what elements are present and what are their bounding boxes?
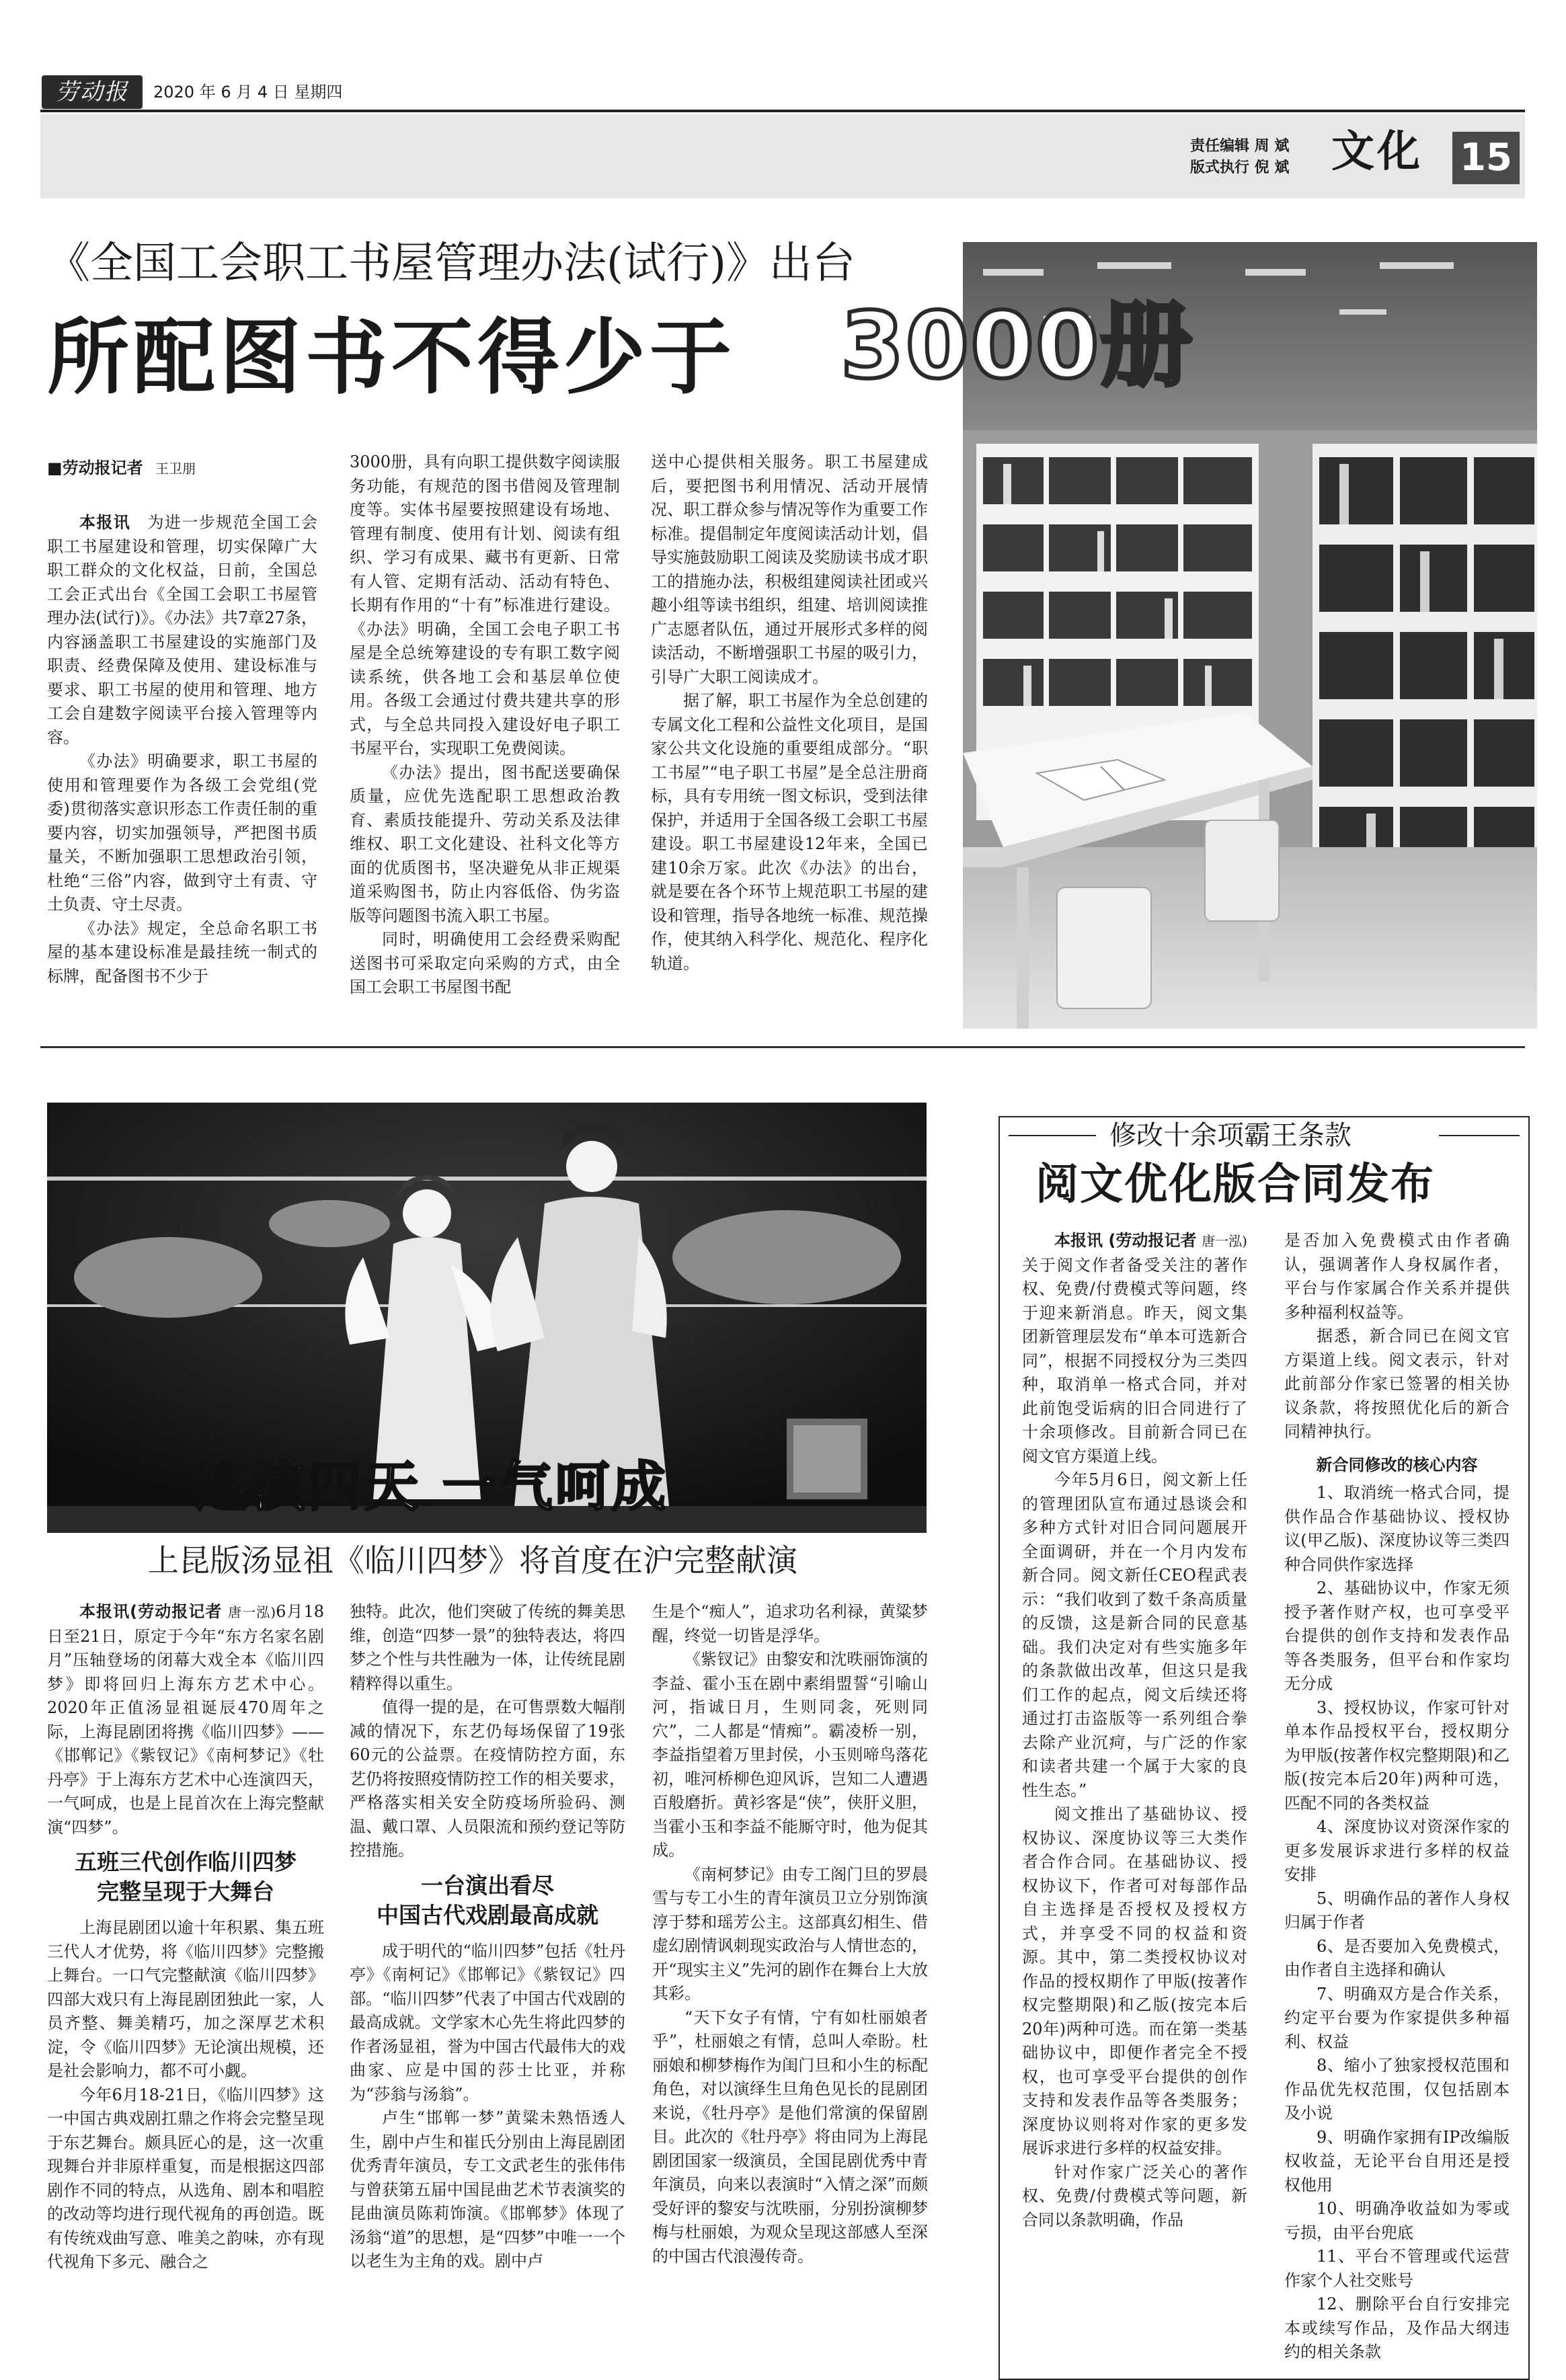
list-item: 5、明确作品的著作人身权归属于作者 — [1284, 1889, 1510, 1932]
paragraph-text: 为进一步规范全国工会职工书屋建设和管理，切实保障广大职工群众的文化权益，日前，全国总工会正式出台《全国工会职工书屋管理办法(试行)》。《办法》共7章27条，内容涵盖职工书屋建设的实施部门及职责、经费保障及使用、建设标准与要求、职工书屋的使用和管理、地方工会自建数字阅读平台接入管理等内容。 — [47, 513, 318, 747]
paragraph: 是否加入免费模式由作者确认，强调著作人身权属作者，平台与作家属合作关系并提供多种福利权益等。 — [1284, 1231, 1510, 1322]
subhead-2: 一台演出看尽 中国古代戏剧最高成就 — [377, 1872, 598, 1928]
list-item: 7、明确双方是合作关系，约定平台要为作家提供多种福利、权益 — [1284, 1984, 1510, 2051]
article3-kicker: 修改十余项霸王条款 — [1103, 1119, 1358, 1152]
article1-byline — [47, 454, 196, 478]
paragraph: 据悉，新合同已在阅文官方渠道上线。阅文表示，针对此前部分作家已签署的相关协议条款，将按照优化后的新合同精神执行。 — [1284, 1326, 1510, 1441]
article2-column-3 — [652, 1600, 928, 2268]
article1-column-1 — [47, 511, 317, 988]
issue-date: 2020 年 6 月 4 日 星期四 — [153, 83, 343, 102]
paragraph: 《南柯梦记》由专工阁门旦的罗晨雪与专工小生的青年演员卫立分别饰演淳于棼和瑶芳公主。这部真幻相生、借虚幻剧情讽刺现实政治与人情世态的，开“现实主义”先河的剧作在舞台上大放其彩。 — [652, 1864, 928, 2003]
masthead-logo: 劳动报 — [42, 75, 143, 109]
lead-tag: 本报讯(劳动报记者 — [79, 1602, 223, 1621]
article3-column-2 — [1284, 1229, 1510, 2365]
headline-3000-badge: 3000册 — [840, 293, 1193, 399]
paragraph: 3000册，具有向职工提供数字阅读服务功能，有规范的图书借阅及管理制度等。实体书屋要按照建设有场地、管理有制度、使用有计划、阅读有组织、学习有成果、藏书有更新、日常有人管、定期有活动、活动有特色、长期有作用的“十有”标准进行建设。《办法》明确，全国工会电子职工书屋是全总统筹建设的专有职工数字阅读系统，供各地工会和基层单位使用。各级工会通过付费共建共享的形式，与全总共同投入建设好电子职工书屋平台，实现职工免费阅读。 — [350, 452, 620, 758]
list-item: 2、基础协议中，作家无须授予著作财产权，也可享受平台提供的创作支持和发表作品等各类服务，但平台和作家均无分成 — [1284, 1579, 1510, 1693]
article2-column-2 — [350, 1600, 625, 2274]
section-title: 文化 — [1331, 127, 1423, 177]
article1-column-3 — [651, 450, 928, 976]
paragraph: 送中心提供相关服务。职工书屋建成后，要把图书利用情况、活动开展情况、职工群众参与情况等作为重要工作标准。提倡制定年度阅读活动计划，倡导实施鼓励职工阅读及奖励读书成才职工的措施办法，积极组建阅读社团或兴趣小组等读书组织，组建、培训阅读推广志愿者队伍，通过开展形式多样的阅读活动，不断增强职工书屋的吸引力，引导广大职工阅读成才。 — [651, 452, 928, 686]
paragraph: 今年5月6日，阅文新上任的管理团队宣布通过恳谈会和多种方式针对旧合同问题展开全面调研，并在一个月内发布新合同。阅文新任CEO程武表示：“我们收到了数千条高质量的反馈，这是新合同的民意基础。我们决定对有些实施多年的条款做出改革，但这只是我们工作的起点，阅文后续还将通过打击盗版等一系列组合拳去除产业沉疴，与广泛的作家和读者共建一个属于大家的良性生态。” — [1022, 1470, 1247, 1800]
lead-name: 唐一泓) — [1202, 1233, 1247, 1249]
paragraph: 卢生“邯郸一梦”黄粱未熟悟透人生，剧中卢生和崔氏分别由上海昆剧团优秀青年演员，专工文武老生的张伟伟与曾获第五届中国昆曲艺术节表演奖的昆曲演员陈莉饰演。《邯郸梦》体现了汤翁“道”的思想，是“四梦”中唯一一个以老生为主角的戏。剧中卢 — [350, 2108, 625, 2270]
list-item: 6、是否要加入免费模式，由作者自主选择和确认 — [1284, 1936, 1510, 1979]
list-item: 1、取消统一格式合同，提供作品合作基础协议、授权协议(甲乙版)、深度协议等三类四种合同供作家选择 — [1284, 1483, 1510, 1574]
article3-headline: 阅文优化版合同发布 — [1035, 1160, 1435, 1209]
page-number: 15 — [1452, 132, 1520, 184]
paragraph: 《紫钗记》由黎安和沈昳丽饰演的李益、霍小玉在剧中素绢盟誓“引喻山河，指诚日月，生则同衾，死则同穴”，二人都是“情痴”。霸凌桥一别，李益指望着万里封侯，小玉则啼鸟落花初，唯河桥柳色迎风诉，岂知二人遭遇百般磨折。黄衫客是“侠”，侠肝义胆，当霍小玉和李益不能厮守时，他为促其成。 — [652, 1650, 928, 1860]
byline-label: ■劳动报记者 — [47, 459, 143, 477]
article2-column-1 — [47, 1600, 324, 2274]
list-item: 12、删除平台自行安排完本或续写作品，及作品大纲违约的相关条款 — [1284, 2295, 1510, 2361]
article3-kicker-rule-right — [1439, 1135, 1520, 1136]
editor-line: 责任编辑 周 斌 — [1190, 138, 1290, 155]
paragraph — [47, 511, 317, 750]
article3-kicker-rule-left — [1009, 1135, 1096, 1136]
layout-line: 版式执行 倪 斌 — [1190, 159, 1290, 176]
list-item: 3、授权协议，作家可针对单本作品授权平台，授权期分为甲版(按著作权完整期限)和乙版(按完本后20年)两种可选，匹配不同的各类权益 — [1284, 1698, 1510, 1813]
paragraph: 独特。此次，他们突破了传统的舞美思维，创造“四梦一景”的独特表达，将四梦之个性与共性融为一体，让传统昆剧精粹得以重生。 — [350, 1602, 625, 1693]
paragraph: 成于明代的“临川四梦”包括《牡丹亭》《南柯记》《邯郸记》《紫钗记》四部。“临川四梦”代表了中国古代戏剧的最高成就。文学家木心先生将此四梦的作者汤显祖，誉为中国古代最伟大的戏曲家、应是中国的莎士比亚，并称为“莎翁与汤翁”。 — [350, 1941, 625, 2104]
paragraph: 《办法》规定，全总命名职工书屋的基本建设标准是最挂统一制式的标牌，配备图书不少于 — [47, 918, 317, 986]
paragraph: 上海昆剧团以逾十年积累、集五班三代人才优势，将《临川四梦》完整搬上舞台。一口气完整献演《临川四梦》四部大戏只有上海昆剧团独此一家，人员齐整、舞美精巧，加之深厚艺术积淀，令《临川四梦》无论演出规模，还是社会影响力，都不可小觑。 — [47, 1918, 324, 2080]
paragraph: 同时，明确使用工会经费采购配送图书可采取定向采购的方式，由全国工会职工书屋图书配 — [350, 930, 620, 996]
paragraph: 生是个“痴人”，追求功名利禄，黄粱梦醒，终觉一切皆是浮华。 — [652, 1602, 928, 1645]
section-divider — [40, 1046, 1525, 1048]
paragraph — [1022, 1229, 1247, 1468]
list-item: 9、明确作家拥有IP改编版权收益，无论平台自用还是授权他用 — [1284, 2127, 1510, 2194]
list-title: 新合同修改的核心内容 — [1316, 1455, 1478, 1474]
lead-tag: 本报讯 — [79, 513, 131, 532]
byline-name: 王卫朋 — [155, 461, 196, 477]
lead-tag: 本报讯 (劳动报记者 — [1054, 1231, 1197, 1250]
paragraph: 《办法》提出，图书配送要确保质量，应优先选配职工思想政治教育、素质技能提升、劳动关系及法律维权、职工文化建设、社科文化等方面的优质图书，坚决避免从非正规渠道采购图书，防止内容低俗、伪劣盗版等问题图书流入职工书屋。 — [350, 762, 620, 925]
article1-kicker: 《全国工会职工书屋管理办法(试行)》出台 — [47, 239, 855, 288]
list-item: 8、缩小了独家授权范围和作品优先权范围，仅包括剧本及小说 — [1284, 2056, 1510, 2123]
article1-headline: 所配图书不得少于 — [47, 310, 736, 405]
paragraph: 《办法》明确要求，职工书屋的使用和管理要作为各级工会党组(党委)贯彻落实意识形态工作责任制的重要内容，切实加强领导，严把图书质量关，不断加强职工思想政治引领，杜绝“三俗”内容，做到守土有责、守土负责、守土尽责。 — [47, 752, 317, 914]
paragraph: “天下女子有情，宁有如杜丽娘者乎”，杜丽娘之有情，总叫人牵盼。杜丽娘和柳梦梅作为闺门旦和小生的标配角色，对以演绎生旦角色见长的昆剧团来说，《牡丹亭》是他们常演的保留剧目。此次的《牡丹亭》将由同为上海昆剧团国家一级演员，全国昆剧优秀中青年演员，向来以表演时“入情之深”而颇受好评的黎安与沈昳丽，分别扮演柳梦梅与杜丽娘，为观众呈现这部感人至深的中国古代浪漫传奇。 — [652, 2008, 928, 2266]
article1-column-2 — [350, 450, 620, 1000]
paragraph: 阅文推出了基础协议、授权协议、深度协议等三大类作者合作合同。在基础协议、授权协议下，作者可对每部作品自主选择是否授权及授权方式，并享受不同的权益和资源。其中，第二类授权协议对作品的授权期作了甲版(按著作权完整期限)和乙版(按完本后20年)两种可选。而在第一类基础协议中，即便作者完全不授权，也可享受平台提供的创作支持和发表作品等各类服务；深度协议则将对作家的更多发展诉求进行多样的权益安排。 — [1022, 1804, 1247, 2157]
article3-column-1 — [1022, 1229, 1247, 2232]
paragraph: 针对作家广泛关心的著作权、免费/付费模式等问题，新合同以条款明确，作品 — [1022, 2162, 1247, 2229]
list-item: 11、平台不管理或代运营作家个人社交账号 — [1284, 2247, 1510, 2290]
list-item: 4、深度协议对资深作家的更多发展诉求进行多样的权益安排 — [1284, 1817, 1510, 1884]
paragraph-text: 6月18日至21日，原定于今年“东方名家名剧月”压轴登场的闭幕大戏全本《临川四梦》即将回归上海东方艺术中心。2020年正值汤显祖诞辰470周年之际，上海昆剧团将携《临川四梦》——《邯郸记》《紫钗记》《南柯梦记》《牡丹亭》于上海东方艺术中心连演四天，一气呵成，也是上昆首次在上海完整献演“四梦”。 — [47, 1602, 325, 1837]
paragraph: 据了解，职工书屋作为全总创建的专属文化工程和公益性文化项目，是国家公共文化设施的重要组成部分。“职工书屋”“电子职工书屋”是全总注册商标，具有专用统一图文标识，受到法律保护，并适用于全国各级工会职工书屋建设。职工书屋建设12年来，全国已建10余万家。此次《办法》的出台，就是要在各个环节上规范职工书屋的建设和管理，指导各地统一标准、规范操作，使其纳入科学化、规范化、程序化轨道。 — [651, 691, 928, 973]
subhead-1: 五班三代创作临川四梦 完整呈现于大舞台 — [75, 1849, 297, 1905]
masthead-rule — [40, 110, 1525, 112]
paragraph: 今年6月18-21日，《临川四梦》这一中国古典戏剧扛鼎之作将会完整呈现于东艺舞台。颇具匠心的是，这一次重现舞台并非原样重复，而是根据这四部剧作不同的特点，从选角、剧本和唱腔的改动等均进行现代视角的再创造。既有传统戏曲写意、唯美之韵味，亦有现代视角下多元、融合之 — [47, 2085, 324, 2271]
paragraph-text: 关于阅文作者备受关注的著作权、免费/付费模式等问题，终于迎来新消息。昨天，阅文集团新管理层发布“单本可选新合同”，根据不同授权分为三类四种，取消单一格式合同，并对此前饱受诟病的旧合同进行了十余项修改。目前新合同已在阅文官方渠道上线。 — [1022, 1255, 1247, 1466]
article2-headline: 连演四天 一气呵成 — [195, 1456, 668, 1518]
lead-name: 唐一泓) — [228, 1604, 276, 1620]
header-band — [40, 114, 1525, 198]
article2-subhead: 上昆版汤显祖《临川四梦》将首度在沪完整献演 — [148, 1542, 797, 1579]
paragraph: 值得一提的是，在可售票数大幅削减的情况下，东艺仍每场保留了19张60元的公益票。在疫情防控方面，东艺仍将按照疫情防控工作的相关要求，严格落实相关安全防疫场所验码、测温、戴口罩、人员限流和预约登记等防控措施。 — [350, 1698, 625, 1860]
paragraph — [47, 1600, 324, 1839]
core-changes-list — [1284, 1481, 1510, 2365]
list-item: 10、明确净收益如为零或亏损，由平台兜底 — [1284, 2199, 1510, 2242]
